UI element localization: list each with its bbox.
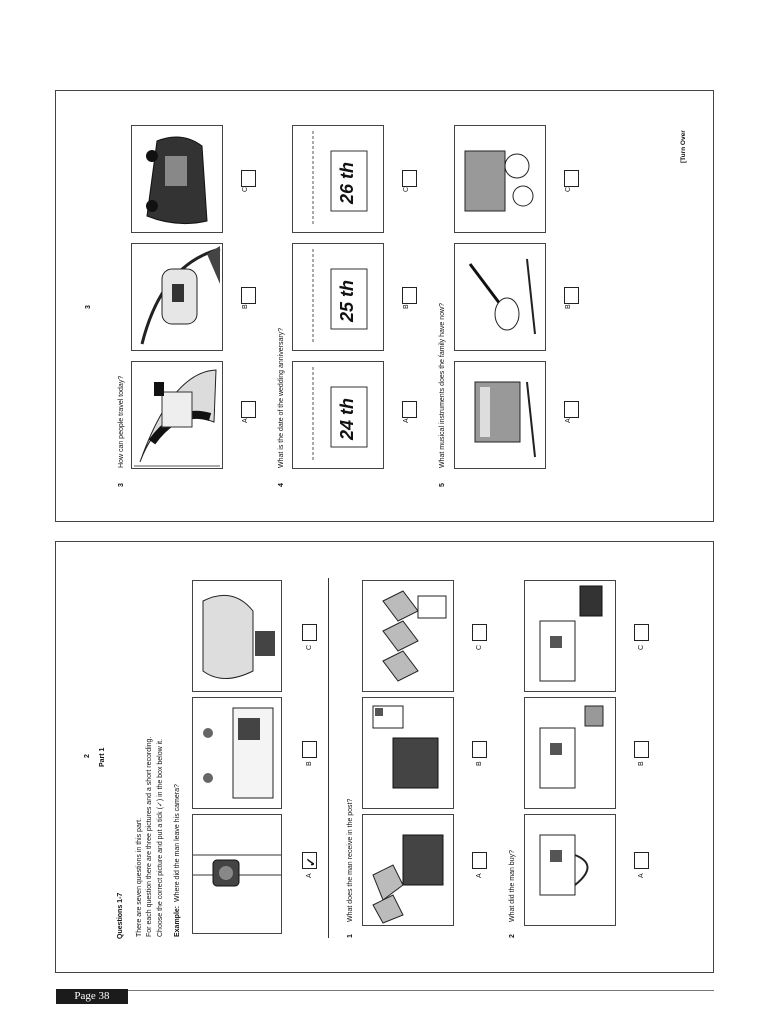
question-1-option-b-checkbox[interactable] xyxy=(472,741,487,758)
question-1-option-a-checkbox[interactable] xyxy=(472,852,487,869)
tick-mark: ✓ xyxy=(304,856,318,867)
question-5-option-c-checkbox[interactable] xyxy=(564,170,579,187)
question-1-option-b-image xyxy=(362,697,454,809)
question-2-option-c-letter: C xyxy=(638,644,645,650)
questions-heading: Questions 1-7 xyxy=(117,892,124,939)
question-3-text: How can people travel today? xyxy=(118,375,125,468)
footer-rule xyxy=(128,990,714,991)
example-option-b-image xyxy=(192,697,282,809)
question-5-option-b-checkbox[interactable] xyxy=(564,287,579,304)
juice-carton-icon xyxy=(525,581,615,691)
question-4-option-c-image xyxy=(292,125,384,233)
parcel-icon xyxy=(363,698,453,808)
calendar-date: 25 th xyxy=(337,279,357,322)
question-5-option-a-checkbox[interactable] xyxy=(564,401,579,418)
example-label: Example: xyxy=(174,905,181,937)
question-1-option-c-letter: C xyxy=(476,644,483,650)
juice-carton-icon xyxy=(525,815,615,925)
piano-icon xyxy=(455,362,545,468)
question-1-option-a-letter: A xyxy=(476,873,483,878)
page-footer: Page 38 xyxy=(56,989,128,1004)
example-option-a-letter: A xyxy=(306,873,313,878)
letters-icon xyxy=(363,581,453,691)
page-number: 3 xyxy=(85,305,92,309)
question-2-option-b-letter: B xyxy=(638,761,645,766)
question-3-option-b-image xyxy=(131,243,223,351)
question-4-text: What is the date of the wedding anniversary? xyxy=(278,327,285,468)
camera-icon xyxy=(193,815,281,933)
question-4-option-a-image xyxy=(292,361,384,469)
question-3-option-b-checkbox[interactable] xyxy=(241,287,256,304)
question-1-option-c-image xyxy=(362,580,454,692)
example-option-a-image xyxy=(192,814,282,934)
example-option-b-letter: B xyxy=(306,761,313,766)
car-icon xyxy=(132,126,222,232)
question-4-option-b-letter: B xyxy=(403,304,410,309)
bag-icon xyxy=(193,698,281,808)
question-1-text: What does the man receive in the post? xyxy=(347,798,354,922)
question-4-option-c-checkbox[interactable] xyxy=(402,170,417,187)
example-option-c-letter: C xyxy=(306,644,313,650)
question-5-option-b-letter: B xyxy=(565,304,572,309)
page-number: 2 xyxy=(84,754,91,758)
part-title: Part 1 xyxy=(99,747,106,767)
turn-over-label: [Turn Over xyxy=(680,130,687,163)
ship-icon xyxy=(132,362,222,468)
question-3-option-a-letter: A xyxy=(242,418,249,423)
question-5-option-b-image xyxy=(454,243,546,351)
question-2-option-a-checkbox[interactable] xyxy=(634,852,649,869)
juice-carton-icon xyxy=(525,698,615,808)
example-option-c-checkbox[interactable] xyxy=(302,624,317,641)
question-3-option-c-image xyxy=(131,125,223,233)
exam-page-2 xyxy=(55,541,714,973)
question-4-option-c-letter: C xyxy=(403,186,410,192)
question-4-number: 4 xyxy=(278,483,285,487)
question-5-option-a-image xyxy=(454,361,546,469)
question-2-option-b-image xyxy=(524,697,616,809)
question-4-option-b-image xyxy=(292,243,384,351)
question-5-option-c-image xyxy=(454,125,546,233)
example-question: Where did the man leave his camera? xyxy=(174,784,181,902)
example-option-a-checkbox[interactable] xyxy=(302,852,317,869)
guitar-icon xyxy=(455,244,545,350)
question-5-number: 5 xyxy=(439,483,446,487)
question-4-option-b-checkbox[interactable] xyxy=(402,287,417,304)
question-2-option-a-image xyxy=(524,814,616,926)
question-1-option-a-image xyxy=(362,814,454,926)
plane-icon xyxy=(132,244,222,350)
question-2-option-a-letter: A xyxy=(638,873,645,878)
question-3-option-c-checkbox[interactable] xyxy=(241,170,256,187)
question-1-option-b-letter: B xyxy=(476,761,483,766)
question-1-number: 1 xyxy=(347,934,354,938)
instruction-line-1: There are seven questions in this part. xyxy=(136,817,143,937)
question-3-number: 3 xyxy=(118,483,125,487)
question-5-text: What musical instruments does the family have now? xyxy=(439,303,446,468)
question-3-option-b-letter: B xyxy=(242,304,249,309)
question-2-number: 2 xyxy=(509,934,516,938)
question-5-option-c-letter: C xyxy=(565,186,572,192)
question-5-option-a-letter: A xyxy=(565,418,572,423)
question-3-option-a-checkbox[interactable] xyxy=(241,401,256,418)
calendar-date: 26 th xyxy=(337,161,357,204)
question-4-option-a-checkbox[interactable] xyxy=(402,401,417,418)
question-1-option-c-checkbox[interactable] xyxy=(472,624,487,641)
question-4-option-a-letter: A xyxy=(403,418,410,423)
instruction-line-2: For each question there are three pictures and a short recording. xyxy=(146,736,153,937)
question-3-option-a-image xyxy=(131,361,223,469)
question-2-option-c-checkbox[interactable] xyxy=(634,624,649,641)
question-2-option-c-image xyxy=(524,580,616,692)
parcel-icon xyxy=(363,815,453,925)
instruction-line-3: Choose the correct picture and put a tick (✓) in the box below it. xyxy=(157,738,164,937)
exam-page-3 xyxy=(55,90,714,522)
example-option-c-image xyxy=(192,580,282,692)
example-option-b-checkbox[interactable] xyxy=(302,741,317,758)
drums-icon xyxy=(455,126,545,232)
question-3-option-c-letter: C xyxy=(242,186,249,192)
question-2-option-b-checkbox[interactable] xyxy=(634,741,649,758)
divider xyxy=(328,578,329,938)
question-2-text: What did the man buy? xyxy=(509,850,516,922)
car-seat-icon xyxy=(193,581,281,691)
calendar-date: 24 th xyxy=(337,397,357,440)
